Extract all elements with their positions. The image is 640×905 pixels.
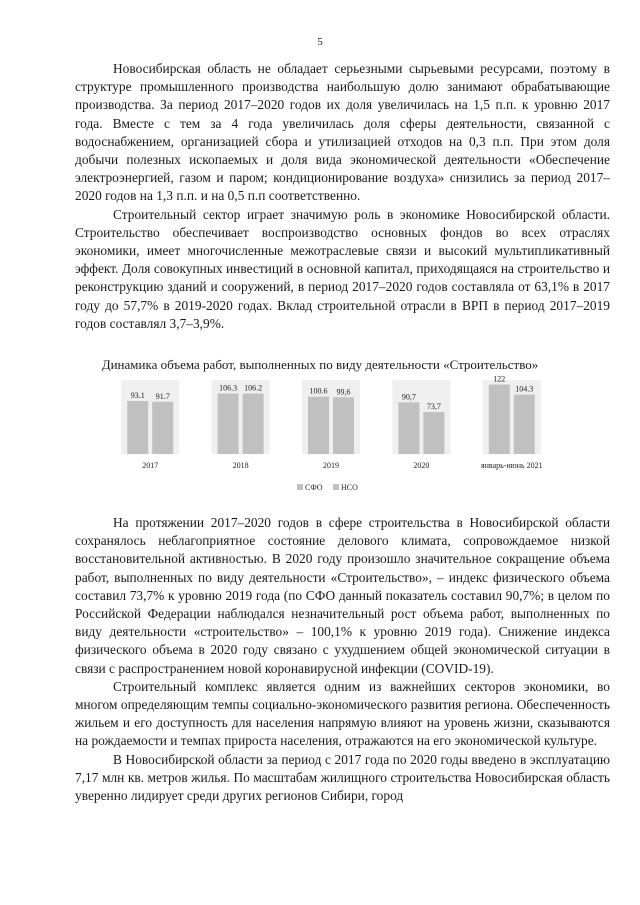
legend-swatch — [297, 484, 303, 490]
chart-bar — [514, 395, 535, 454]
chart-bar — [152, 402, 173, 454]
chart-data-label: 122 — [493, 376, 506, 384]
chart-category-label: 2017 — [142, 461, 159, 470]
paragraph: В Новосибирской области за период с 2017 года по 2020 годы введено в эксплуатацию 7,17 млн кв. метров жилья. По масштабам жилищного строительства Новосибирская область уверенно лидирует среди других регионов Сибири, город — [75, 751, 610, 804]
paragraph: Строительный сектор играет значимую роль в экономике Новосибирской области. Строительство обеспечивает воспроизводство основных фондов во всех отраслях экономики, имеет многочисленные межотраслевые связи и высокий мультипликативный эффект. Доля совокупных инвестиций в основной капитал, приходящаяся на строительство и реконструкцию зданий и сооружений, в период 2017–2020 годов составляла от 63,1% в 2017 году до 57,7% в 2019-2020 годах. Вклад строительной отрасли в ВРП в период 2017–2019 годов составлял 3,7–3,9%. — [75, 206, 610, 331]
chart-category-label: 2019 — [323, 461, 339, 470]
chart-bar — [489, 385, 510, 454]
chart-category-label: 2020 — [413, 461, 430, 470]
legend-label: СФО — [305, 483, 323, 492]
chart-category-label: 2018 — [232, 461, 249, 470]
chart-bar — [333, 397, 354, 454]
legend-swatch — [333, 484, 339, 490]
bar-chart — [95, 376, 565, 498]
chart-data-label: 90,7 — [401, 392, 416, 402]
legend-label: НСО — [341, 483, 358, 492]
chart-data-label: 106.2 — [244, 383, 263, 393]
chart-category-label: январь-июнь 2021 — [480, 461, 543, 470]
chart-data-label: 99,6 — [336, 387, 351, 397]
text-block-top — [75, 60, 610, 333]
chart-bar — [308, 397, 329, 454]
paragraph: Новосибирская область не обладает серьезными сырьевыми ресурсами, поэтому в структуре промышленного производства наибольшую долю занимают обрабатывающие производства. За период 2017–2020 годов их доля увеличилась на 1,5 п.п. к уровню 2017 года. Вместе с тем за 4 года увеличилась доля сферы деятельности, связанной с водоснабжением, организацией сбора и утилизацией отходов на 0,3 п.п. При этом доля добычи полезных ископаемых и доля вида экономической деятельности «Обеспечение электроэнергией, газом и паром; кондиционирование воздуха» снизились за период 2017–2020 годов на 1,3 п.п. и на 0,5 п.п соответственно. — [75, 61, 610, 204]
chart-bar — [127, 401, 148, 454]
chart-data-label: 104.3 — [515, 384, 534, 394]
chart-bar — [398, 402, 419, 454]
chart-title: Динамика объема работ, выполненных по виду деятельности «Строительство» — [101, 357, 539, 372]
chart-data-label: 93.1 — [130, 391, 145, 401]
chart-bar — [423, 412, 444, 454]
chart-data-label: 106.3 — [219, 383, 238, 393]
paragraph: На протяжении 2017–2020 годов в сфере строительства в Новосибирской области сохранялось неблагоприятное состояние делового климата, сопровождаемое низкой восстановительной активностью. В 2020 году произошло значительное сокращение объема работ, выполненных по виду деятельности «Строительство», – индекс физического объема составил 73,7% к уровню 2019 года (по СФО данный показатель составил 90,7%; в целом по Российской Федерации наблюдался незначительный рост объема работ, выполненных по виду деятельности «строительство» – 100,1% к уровню 2019 года). Снижение индекса физического объема в 2020 году связано с ухудшением общей экономической ситуации в связи с распространением новой коронавирусной инфекции (COVID-19). — [75, 515, 610, 676]
chart-data-label: 91.7 — [155, 391, 170, 401]
chart-data-label: 100.6 — [309, 386, 328, 396]
paragraph: Строительный комплекс является одним из важнейших секторов экономики, во многом определяющим темпы социально-экономического развития региона. Обеспеченность жильем и его доступность для населения напрямую влияют на уровень жизни, сказываются на рождаемости и темпах прироста населения, отражаются на его экономической культуре. — [75, 678, 610, 749]
chart-bar — [243, 394, 264, 454]
chart-bar — [218, 393, 239, 454]
page-number: 5 — [317, 36, 323, 48]
chart-data-label: 73,7 — [426, 402, 441, 412]
text-block-bottom — [75, 514, 610, 805]
